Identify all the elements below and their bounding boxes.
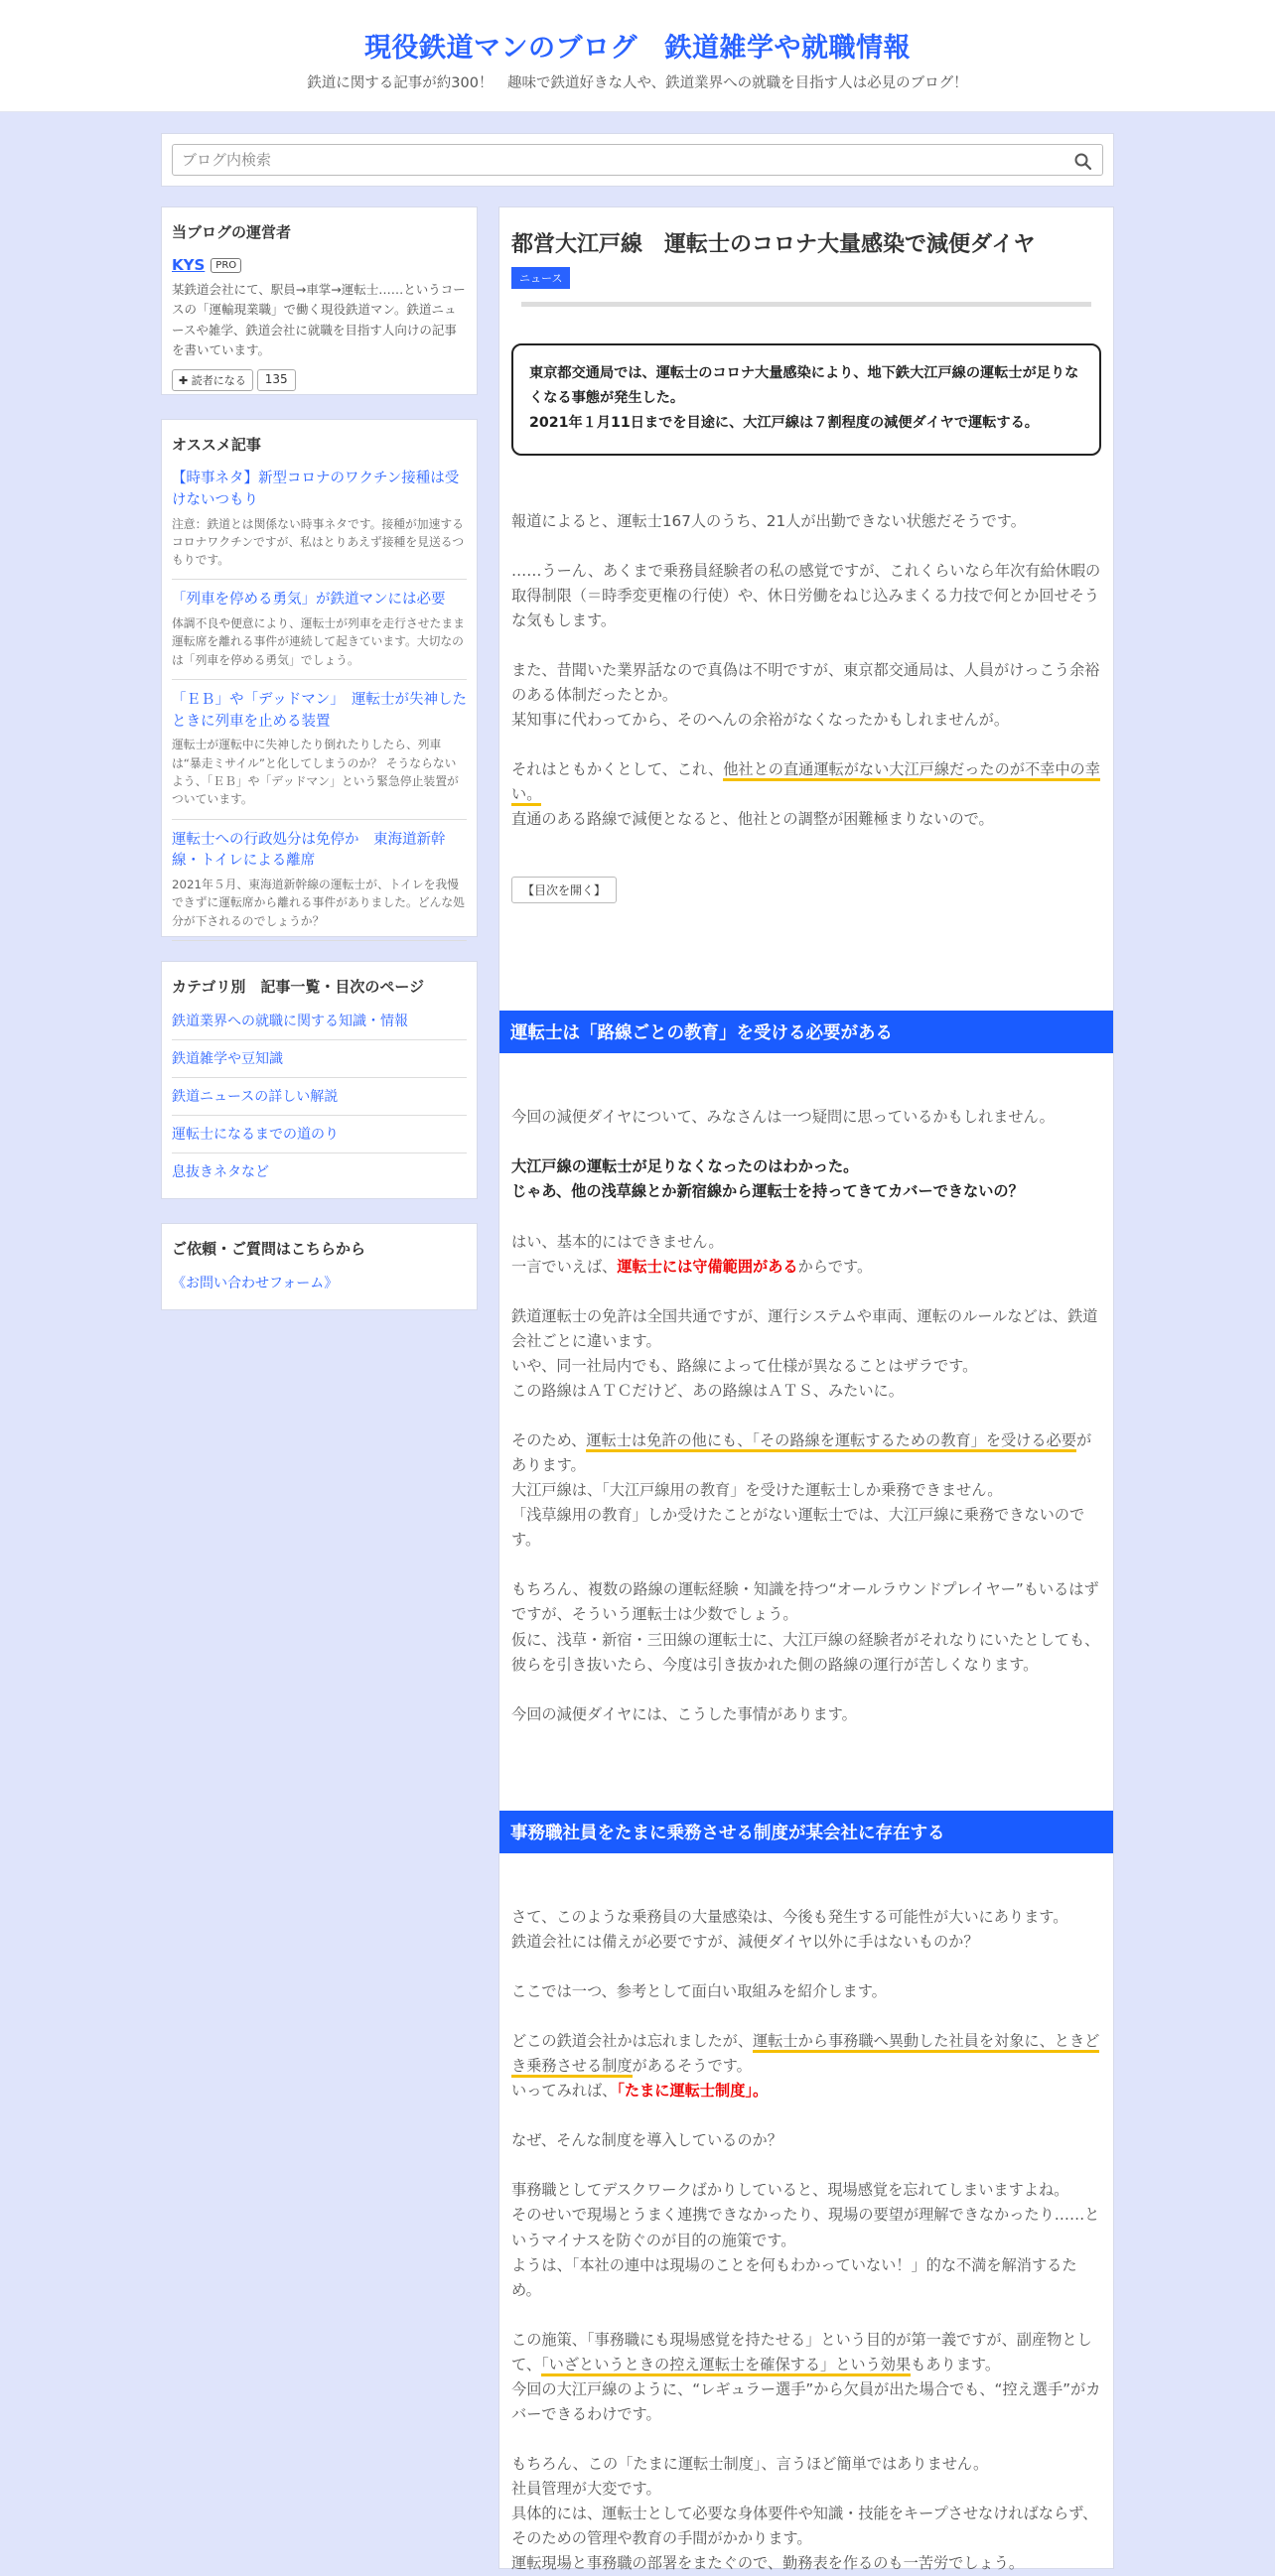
paragraph — [511, 1428, 1101, 1553]
recommended-article-desc: 体調不良や便意により、運転士が列車を走行させたまま運転席を離れる事件が連続して起きています。大切なのは「列車を停める勇気」でしょう。 — [172, 616, 465, 667]
emphasis-text: 運転士には守備範囲がある — [617, 1257, 798, 1276]
text-line — [511, 2328, 1101, 2377]
text-line: 社員管理が大変です。 — [511, 2480, 661, 2499]
paragraph: なぜ、そんな制度を導入しているのか？ — [511, 2131, 782, 2150]
text-span: もあります。 — [911, 2355, 1001, 2373]
text-line: じゃあ、他の浅草線とか新宿線から運転士を持ってきてカバーできないの？ — [511, 1182, 1024, 1201]
paragraph — [511, 2029, 1101, 2103]
text-line: 直通のある路線で減便となると、他社との調整が困難極まりないので。 — [511, 810, 994, 829]
paragraph — [511, 2452, 1101, 2576]
recommended-article-link[interactable]: 「ＥＢ」や「デッドマン」 運転士が失神したときに列車を止める装置 — [172, 691, 467, 730]
text-span: 一言でいえば、 — [511, 1257, 618, 1276]
text-line: 事務職としてデスクワークばかりしていると、現場感覚を忘れてしまいますよね。 — [511, 2181, 1069, 2200]
list-item — [172, 590, 467, 680]
follow-label: 読者になる — [191, 374, 246, 387]
text-span: この施策、「事務職にも現場感覚を持たせる」という目的が第一義ですが、副産物として、 — [511, 2330, 1092, 2373]
category-link[interactable]: 鉄道雑学や豆知識 — [172, 1040, 467, 1078]
text-line: いや、同一社局内でも、路線によって仕様が異なることはザラです。 — [511, 1356, 978, 1375]
widget-title: オススメ記事 — [172, 436, 261, 454]
text-span: そのため、 — [511, 1431, 587, 1450]
category-link[interactable]: 鉄道ニュースの詳しい解説 — [172, 1078, 467, 1116]
text-line: 運転現場と事務職の部署をまたぐので、勤務表を作るのも一苦労でしょう。 — [511, 2554, 1025, 2573]
text-span: があるそうです。 — [632, 2057, 752, 2076]
paragraph: 今回の減便ダイヤには、こうした事情があります。 — [511, 1704, 857, 1723]
text-span: からです。 — [797, 1257, 873, 1276]
text-line — [511, 1428, 1101, 1478]
pro-badge: PRO — [211, 258, 241, 273]
category-widget — [161, 961, 478, 1199]
author-widget — [161, 206, 478, 395]
paragraph — [511, 2328, 1101, 2427]
paragraph — [511, 757, 1101, 832]
text-line: 「浅草線用の教育」しか受けたことがない運転士では、大江戸線に乗務できないのです。 — [511, 1506, 1085, 1550]
widget-title: ご依頼・ご質問はこちらから — [172, 1240, 366, 1258]
list-item — [172, 830, 467, 941]
section-heading: 事務職社員をたまに乗務させる制度が某会社に存在する — [499, 1811, 1113, 1853]
text-line: さて、このような乗務員の大量感染は、今後も発生する可能性が大いにあります。 — [511, 1907, 1068, 1926]
text-line: 今回の大江戸線のように、“レギュラー選手”から欠員が出た場合でも、“控え選手”がカバーできるわけです。 — [511, 2379, 1101, 2423]
emphasis-text: 「たまに運転士制度」。 — [617, 2082, 769, 2101]
section-heading: 運転士は「路線ごとの教育」を受ける必要がある — [499, 1011, 1113, 1053]
text-span: それはともかくとして、これ、 — [511, 760, 724, 779]
paragraph — [511, 1230, 1101, 1280]
sidebar — [161, 206, 478, 1334]
text-line: ようは、「本社の連中は現場のことを何もわかっていない！」的な不満を解消するため。 — [511, 2255, 1077, 2299]
contact-widget — [161, 1223, 478, 1310]
recommended-article-link[interactable]: 運転士への行政処分は免停か 東海道新幹線・トイレによる離席 — [172, 831, 446, 870]
list-item — [172, 469, 467, 580]
list-item — [172, 690, 467, 820]
text-line: 大江戸線の運転士が足りなくなったのはわかった。 — [511, 1157, 859, 1176]
contact-form-link[interactable]: 《お問い合わせフォーム》 — [172, 1276, 339, 1291]
author-name-link[interactable]: KYS — [172, 256, 206, 274]
highlighted-text: 他社との直通運転がない大江戸線だったのが不幸中の幸い。 — [511, 760, 1100, 806]
summary-box — [511, 343, 1101, 456]
widget-title: 当ブログの運営者 — [172, 223, 292, 241]
text-span: どこの鉄道会社かは忘れましたが、 — [511, 2032, 753, 2051]
paragraph: 今回の減便ダイヤについて、みなさんは一つ疑問に思っているかもしれません。 — [511, 1108, 1055, 1127]
follow-button[interactable] — [172, 369, 253, 391]
category-link[interactable]: 鉄道業界への就職に関する知識・情報 — [172, 1011, 467, 1040]
recommended-article-desc: 運転士が運転中に失神したり倒れたりしたら、列車は“暴走ミサイル”と化してしまうのか？ そうならないよう、「ＥＢ」や「デッドマン」という緊急停止装置がついています。 — [172, 738, 459, 807]
toc-open-button[interactable]: 【目次を開く】 — [511, 877, 617, 903]
summary-line: 東京都交通局では、運転士のコロナ大量感染により、地下鉄大江戸線の運転士が足りなくなる事態が発生した。 — [529, 365, 1079, 406]
paragraph — [511, 1577, 1101, 1677]
paragraph — [511, 1905, 1101, 1955]
widget-title: カテゴリ別 記事一覧・目次のページ — [172, 978, 425, 996]
text-line: また、昔聞いた業界話なので真偽は不明ですが、東京都交通局は、人員がけっこう余裕のある体制だったとか。 — [511, 660, 1100, 704]
paragraph: ここでは一つ、参考として面白い取組みを紹介します。 — [511, 1981, 887, 2000]
text-line: 鉄道運転士の免許は全国共通ですが、運行システムや車両、運転のルールなどは、鉄道会社ごとに違います。 — [511, 1306, 1098, 1350]
paragraph — [511, 1304, 1101, 1404]
text-line — [511, 2079, 1101, 2103]
text-line: 大江戸線は、「大江戸線用の教育」を受けた運転士しか乗務できません。 — [511, 1481, 1003, 1500]
recommended-article-link[interactable]: 「列車を停める勇気」が鉄道マンには必要 — [172, 592, 446, 609]
text-line: はい、基本的にはできません。 — [511, 1232, 724, 1251]
author-description: 某鉄道会社にて、駅員→車掌→運転士……というコースの「運輸現業職」で働く現役鉄道マン。鉄道ニュースや雑学、鉄道会社に就職を目指す人向けの記事を書いています。 — [172, 282, 466, 357]
text-line — [511, 2029, 1101, 2079]
text-line: もちろん、複数の路線の運転経験・知識を持つ“オールラウンドプレイヤー”もいるはずですが、そういう運転士は少数でしょう。 — [511, 1580, 1099, 1624]
paragraph — [511, 2178, 1101, 2302]
highlighted-text: 「いざというときの控え運転士を確保する」という効果 — [541, 2356, 911, 2376]
paragraph — [511, 658, 1101, 733]
recommended-article-desc: 2021年５月、東海道新幹線の運転士が、トイレを我慢できずに運転席から離れる事件がありました。どんな処分が下されるのでしょうか？ — [172, 878, 465, 928]
category-badge[interactable]: ニュース — [511, 267, 570, 289]
paragraph — [511, 1154, 1101, 1204]
text-line: 某知事に代わってから、そのへんの余裕がなくなったかもしれませんが。 — [511, 711, 1010, 729]
text-line: 具体的には、運転士として必要な身体要件や知識・技能をキープさせなければならず、そのための管理や教育の手間がかかります。 — [511, 2505, 1098, 2548]
site-title[interactable]: 現役鉄道マンのブログ 鉄道雑学や就職情報 — [364, 33, 911, 64]
text-line: 鉄道会社には備えが必要ですが、減便ダイヤ以外に手はないものか？ — [511, 1932, 979, 1951]
divider — [521, 302, 1091, 307]
text-line: もちろん、この「たまに運転士制度」、言うほど簡単ではありません。 — [511, 2455, 989, 2474]
text-line — [511, 1255, 1101, 1280]
recommended-article-link[interactable]: 【時事ネタ】新型コロナのワクチン接種は受けないつもり — [172, 471, 460, 508]
site-description: 鉄道に関する記事が約300！ 趣味で鉄道好きな人や、鉄道業界への就職を目指す人は必見のブログ！ — [307, 75, 968, 91]
text-line: この路線はＡＴＣだけど、あの路線はＡＴＳ、みたいに。 — [511, 1381, 904, 1400]
text-span: いってみれば、 — [511, 2082, 618, 2101]
category-link[interactable]: 息抜きネタなど — [172, 1164, 269, 1180]
search-input[interactable]: ブログ内検索 — [172, 144, 1103, 176]
article — [498, 206, 1114, 2573]
search-icon[interactable] — [1073, 152, 1093, 172]
article-title: 都営大江戸線 運転士のコロナ大量感染で減便ダイヤ — [511, 232, 1036, 257]
text-line: 仮に、浅草・新宿・三田線の運転士に、大江戸線の経験者がそれなりにいたとしても、彼らを引き抜いたら、今度は引き抜かれた側の路線の運行が苦しくなります。 — [511, 1630, 1100, 1674]
recommended-widget — [161, 419, 478, 937]
highlighted-text: 運転士から事務職へ異動した社員を対象に、ときどき乗務させる制度 — [511, 2032, 1099, 2078]
paragraph: ……うーん、あくまで乗務員経験者の私の感覚ですが、これくらいなら年次有給休暇の取得制限（＝時季変更権の行使）や、休日労働をねじ込みまくる力技で何とか回せそうな気もします。 — [511, 561, 1101, 629]
plus-icon: ✚ — [179, 374, 192, 387]
category-link[interactable]: 運転士になるまでの道のり — [172, 1116, 467, 1153]
follower-count: 135 — [257, 369, 296, 391]
search-box — [161, 133, 1114, 187]
recommended-article-desc: 注意：鉄道とは関係ない時事ネタです。接種が加速するコロナワクチンですが、私はとりあえず接種を見送るつもりです。 — [172, 516, 465, 568]
text-span: があります。 — [511, 1431, 1092, 1475]
site-header — [0, 0, 1275, 112]
summary-line: 2021年１月11日までを目途に、大江戸線は７割程度の減便ダイヤで運転する。 — [529, 414, 1039, 431]
highlighted-text: 運転士は免許の他にも、「その路線を運転するための教育」を受ける必要 — [586, 1431, 1076, 1452]
paragraph: 報道によると、運転士167人のうち、21人が出勤できない状態だそうです。 — [511, 511, 1026, 530]
text-line: そのせいで現場とうまく連携できなかったり、現場の要望が理解できなかったり……というマイナスを防ぐのが目的の施策です。 — [511, 2206, 1100, 2249]
